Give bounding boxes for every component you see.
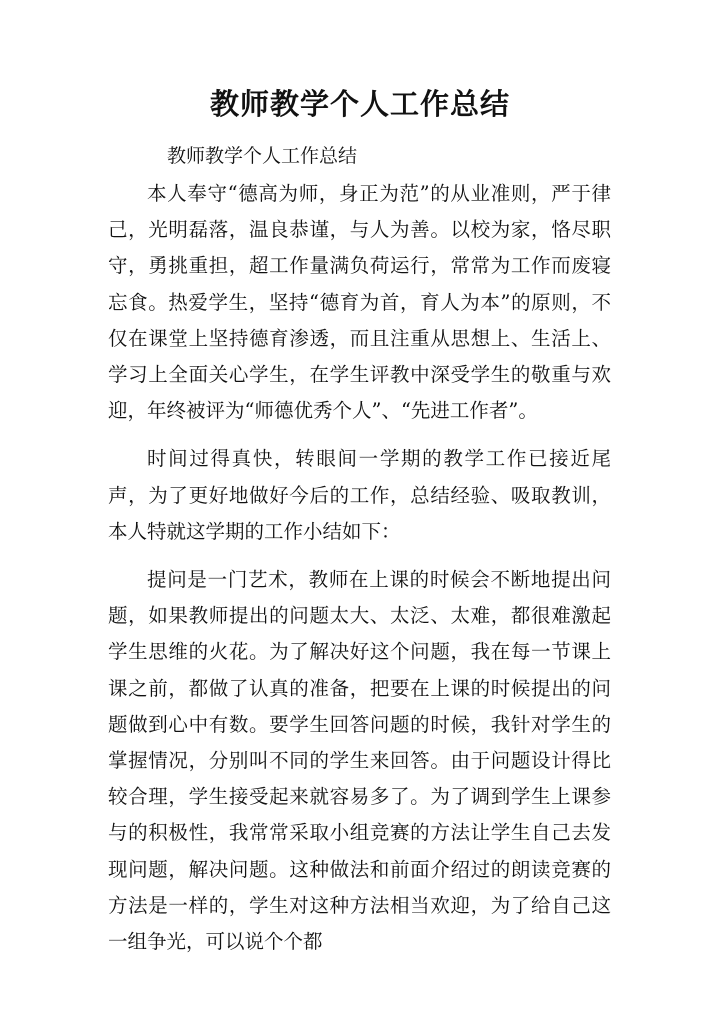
paragraph-1: 本人奉守“德高为师，身正为范”的从业准则，严于律己，光明磊落，温良恭谨，与人为善。以校为家，恪尽职守，勇挑重担，超工作量满负荷运行，常常为工作而废寝忘食。热爱学生，坚持“德育为首，育人为本”的原则，不仅在课堂上坚持德育渗透，而且注重从思想上、生活上、学习上全面关心学生，在学生评教中深受学生的敬重与欢迎，年终被评为“师德优秀个人”、“先进工作者”。	[108, 182, 611, 423]
document-subtitle: 教师教学个人工作总结	[167, 145, 358, 167]
document-body	[108, 176, 611, 972]
document-title: 教师教学个人工作总结	[209, 87, 510, 121]
paragraph-2: 时间过得真快，转眼间一学期的教学工作已接近尾声，为了更好地做好今后的工作，总结经验、吸取教训，本人特就这学期的工作小结如下：	[108, 447, 611, 543]
paragraph-3: 提问是一门艺术，教师在上课的时候会不断地提出问题，如果教师提出的问题太大、太泛、太难，都很难激起学生思维的火花。为了解决好这个问题，我在每一节课上课之前，都做了认真的准备，把要在上课的时候提出的问题做到心中有数。要学生回答问题的时候，我针对学生的掌握情况，分别叫不同的学生来回答。由于问题设计得比较合理，学生接受起来就容易多了。为了调到学生上课参与的积极性，我常常采取小组竞赛的方法让学生自己去发现问题，解决问题。这种做法和前面介绍过的朗读竞赛的方法是一样的，学生对这种方法相当欢迎，为了给自己这一组争光，可以说个个都	[108, 568, 611, 954]
